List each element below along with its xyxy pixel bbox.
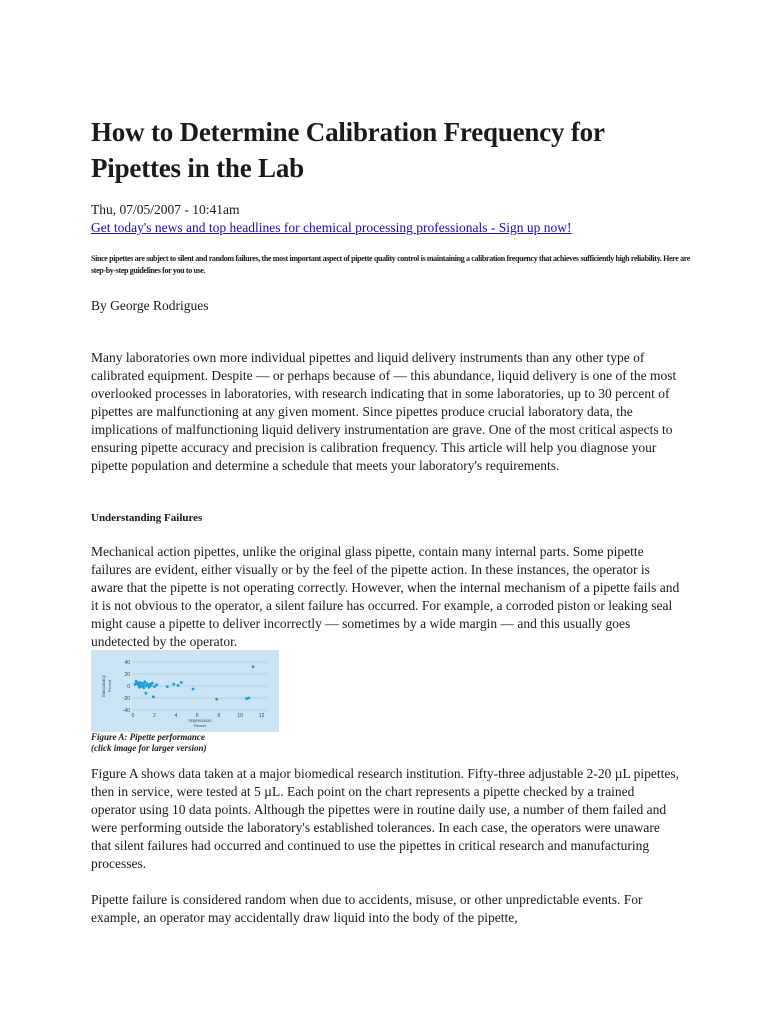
y-tick-label: 40	[124, 660, 130, 666]
data-point	[180, 681, 183, 684]
data-point	[172, 683, 175, 686]
data-point	[142, 683, 145, 686]
x-axis-sublabel: Percent	[193, 724, 207, 728]
intro-paragraph: Many laboratories own more individual pipettes and liquid delivery instruments than any other type of calibrated equipment. Despite — or perhaps because of — this abundance, liquid delivery is one of the most overlooked processes in laboratories, with research indicating that in some laboratories, up to 30 percent of pipettes are malfunctioning at any given moment. Since pipettes produce crucial laboratory data, the implications of malfunctioning liquid delivery instrumentation are grave. One of the most critical aspects to ensuring pipette accuracy and precision is calibration frequency. This article will help you diagnose your pipette population and determine a schedule that meets your laboratory's requirements.	[91, 350, 677, 473]
data-point	[153, 685, 156, 688]
figure-a-paragraph: Figure A shows data taken at a major biomedical research institution. Fifty-three adjustable 2-20 µL pipettes, then in service, were tested at 5 µL. Each point on the chart represents a pipette checked by a trained operator using 10 data points. Although the pipettes were in routine daily use, a number of them failed and were performing outside the laboratory's established tolerances. In each case, the operators were unaware that silent failures had occurred and continued to use the pipettes in critical research and manufacturing processes.	[91, 766, 680, 871]
data-point	[192, 688, 195, 691]
figure-caption	[91, 732, 681, 754]
data-point	[143, 680, 146, 683]
x-tick-label: 4	[174, 713, 178, 719]
data-point	[148, 686, 151, 689]
data-point	[215, 698, 218, 701]
article-lede: Since pipettes are subject to silent and random failures, the most important aspect of pipette quality control is maintaining a calibration frequency that achieves sufficiently high reliability. Here are step-by-step guidelines for you to use.	[91, 254, 690, 275]
data-point	[142, 686, 145, 689]
x-axis-label: Imprecision	[188, 718, 212, 723]
data-point	[138, 686, 141, 689]
figure-caption-hint: (click image for larger version)	[91, 743, 207, 753]
data-point	[177, 684, 180, 687]
y-tick-label: 0	[127, 684, 130, 690]
x-tick-label: 12	[258, 713, 265, 719]
x-tick-label: 2	[153, 713, 156, 719]
failures-paragraph: Mechanical action pipettes, unlike the original glass pipette, contain many internal parts. Some pipette failures are evident, either visually or by the feel of the pipette action. In these instances, the operator is aware that the pipette is not operating correctly. However, when the internal mechanism of a pipette fails and it is not obvious to the operator, a silent failure has occurred. For example, a corroded piston or leaking seal might cause a pipette to deliver incorrectly — sometimes by a wide margin — and this usually goes undetected by the operator.	[91, 544, 680, 649]
x-tick-label: 10	[237, 713, 243, 719]
signup-link[interactable]: Get today's news and top headlines for chemical processing professionals - Sign up now!	[91, 220, 572, 235]
figure-a-chart[interactable]	[91, 650, 279, 732]
y-tick-label: -20	[122, 696, 130, 702]
x-tick-label: 6	[195, 713, 199, 719]
data-point	[135, 680, 138, 683]
data-point	[166, 685, 169, 688]
data-point	[252, 665, 255, 668]
section-heading: Understanding Failures	[91, 512, 203, 524]
data-point	[150, 684, 153, 687]
random-failure-paragraph: Pipette failure is considered random when due to accidents, misuse, or other unpredictable events. For example, an operator may accidentally draw liquid into the body of the pipette,	[91, 892, 643, 925]
data-point	[144, 692, 147, 695]
y-tick-label: -40	[122, 708, 130, 714]
y-tick-label: 20	[124, 672, 130, 678]
article-title: How to Determine Calibration Frequency for Pipettes in the Lab	[91, 117, 605, 183]
x-tick-label: 0	[131, 713, 135, 719]
y-axis-label: Inaccuracy	[101, 675, 106, 697]
y-axis-sublabel: Percent	[108, 679, 112, 693]
scatter-chart	[91, 650, 279, 732]
publish-date: Thu, 07/05/2007 - 10:41am	[91, 202, 240, 217]
x-tick-label: 8	[217, 713, 221, 719]
data-point	[247, 697, 250, 700]
byline: By George Rodrigues	[91, 298, 209, 313]
data-point	[155, 683, 158, 686]
figure-caption-title: Figure A: Pipette performance	[91, 732, 205, 742]
data-point	[151, 682, 154, 685]
data-point	[152, 695, 155, 698]
